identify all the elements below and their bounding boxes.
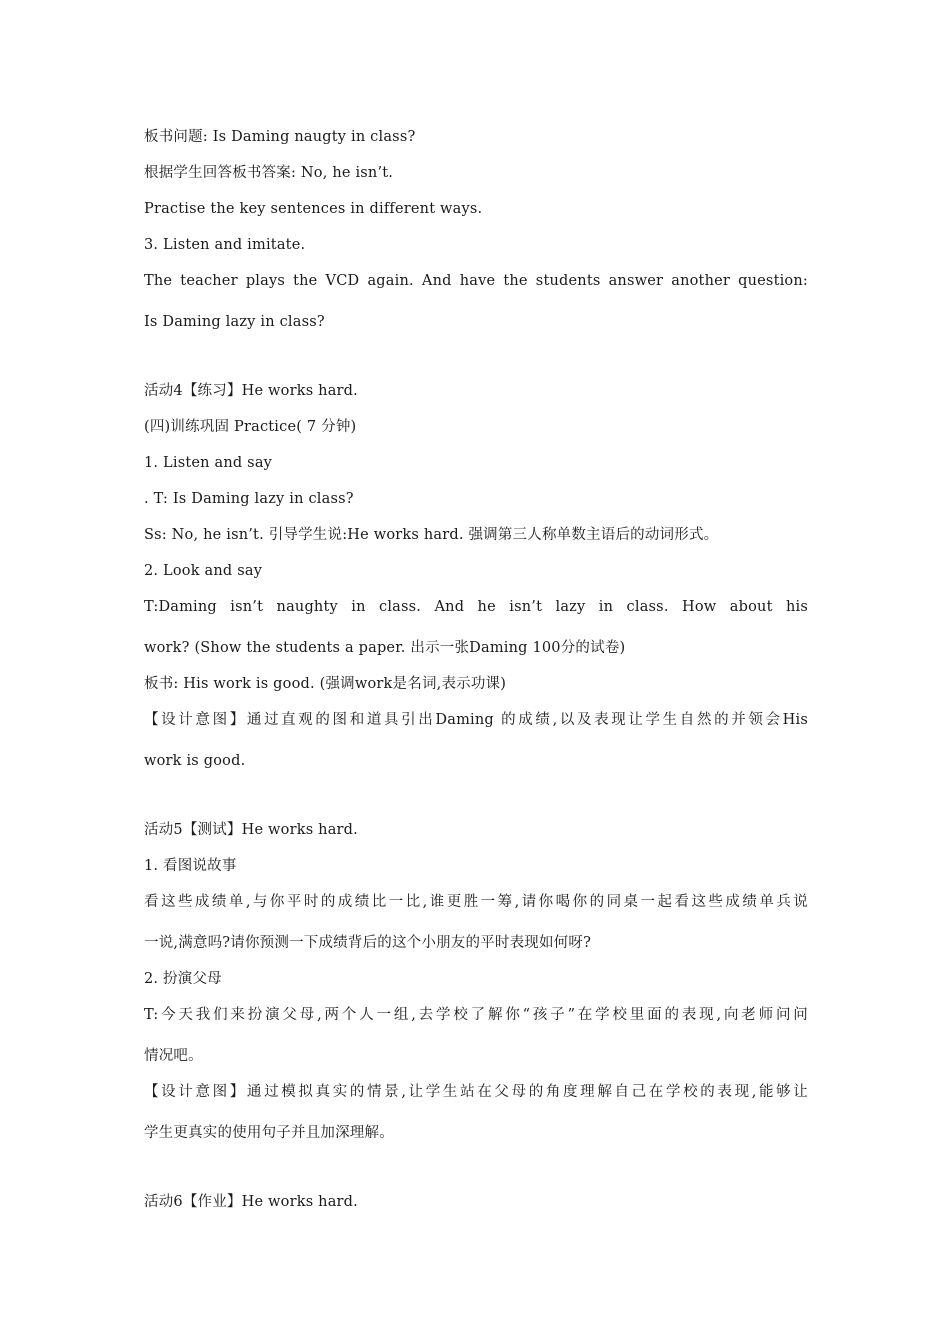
text-line: T:今天我们来扮演父母,两个人一组,去学校了解你“孩子”在学校里面的表现,向老师问问 [144,1007,808,1023]
text-line: 学生更真实的使用句子并且加深理解。 [144,1125,394,1141]
activity-heading: 活动4【练习】He works hard. [144,383,358,399]
text-line: 一说,满意吗?请你预测一下成绩背后的这个小朋友的平时表现如何呀? [144,935,592,951]
text-line: 1. Listen and say [144,455,273,471]
text-line: 板书: His work is good. (强调work是名词,表示功课) [144,676,507,692]
activity-heading: 活动5【测试】He works hard. [144,822,358,838]
text-line: T:Daming isn’t naughty in class. And he isn’t lazy in class. How about his [144,599,808,615]
text-line: 看这些成绩单,与你平时的成绩比一比,谁更胜一筹,请你喝你的同桌一起看这些成绩单兵说 [144,894,808,910]
text-line: 2. Look and say [144,563,263,579]
text-line: (四)训练巩固 Practice( 7 分钟) [144,419,357,435]
text-line: Ss: No, he isn’t. 引导学生说:He works hard. 强调第三人称单数主语后的动词形式。 [144,527,719,543]
text-line: 3. Listen and imitate. [144,237,306,253]
text-line: 2. 扮演父母 [144,971,222,987]
activity-heading: 活动6【作业】He works hard. [144,1194,358,1210]
text-line: work? (Show the students a paper. 出示一张Daming 100分的试卷) [144,640,626,656]
text-line: Is Daming lazy in class? [144,314,325,330]
text-line: work is good. [144,753,246,769]
text-line: 板书问题: Is Daming naugty in class? [144,129,416,145]
text-line: The teacher plays the VCD again. And have the students answer another question: [144,273,808,289]
design-intent-line: 【设计意图】通过模拟真实的情景,让学生站在父母的角度理解自己在学校的表现,能够让 [144,1084,808,1100]
text-line: 1. 看图说故事 [144,858,237,874]
text-line: . T: Is Daming lazy in class? [144,491,354,507]
text-line: Practise the key sentences in different ways. [144,201,483,217]
design-intent-line: 【设计意图】通过直观的图和道具引出Daming 的成绩,以及表现让学生自然的并领会His [144,712,808,728]
text-line: 根据学生回答板书答案: No, he isn’t. [144,165,394,181]
text-line: 情况吧。 [144,1048,203,1064]
